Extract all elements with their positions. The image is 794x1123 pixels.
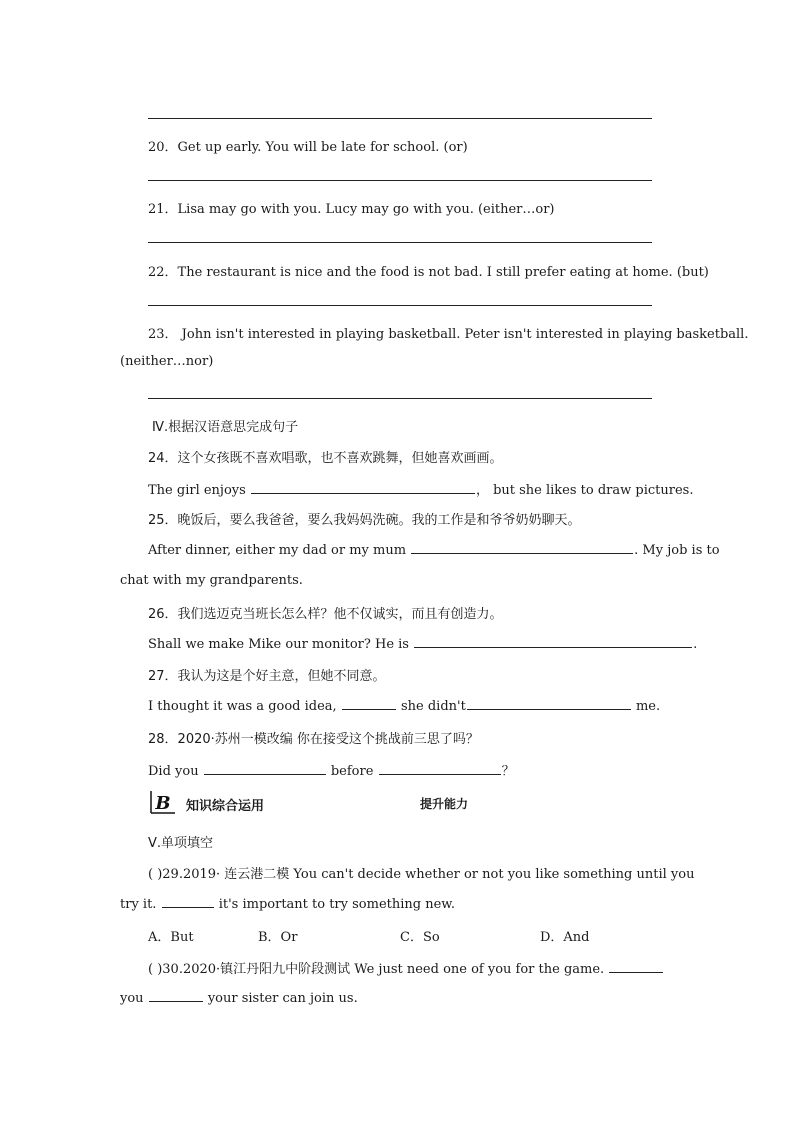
question-30-line2: [120, 989, 358, 1006]
q28-blank-2[interactable]: [379, 762, 501, 775]
q29-text-a: try it.: [120, 897, 157, 912]
q30-text-prefix: ( )30.2020·镇江丹阳九中阶段测试 We just need one of you for the game.: [148, 962, 605, 977]
question-27-en: [148, 697, 660, 714]
question-23-line2: (neither…nor): [120, 354, 214, 369]
question-25-en: [148, 541, 720, 558]
q25-text-a: After dinner, either my dad or my mum: [148, 543, 407, 558]
q27-blank-2[interactable]: [467, 697, 631, 710]
q28-text-c: ？: [501, 764, 515, 779]
q25-blank[interactable]: [411, 541, 633, 554]
q26-blank[interactable]: [414, 635, 692, 648]
q28-text-b: before: [330, 764, 374, 779]
question-23-line1: 23． John isn't interested in playing basketball. Peter isn't interested in playing basketball.: [148, 327, 749, 342]
q29-option-c[interactable]: C．So: [400, 930, 440, 945]
q30-text-a: you: [120, 991, 144, 1006]
q28-text-a: Did you: [148, 764, 199, 779]
q29-option-b[interactable]: B．Or: [258, 930, 298, 945]
q26-text-b: .: [693, 637, 698, 652]
section-b-title: 知识综合运用: [186, 799, 265, 814]
q27-text-a: I thought it was a good idea,: [148, 699, 337, 714]
section-b-subtitle: 提升能力: [420, 797, 469, 811]
question-26-en: [148, 635, 697, 652]
question-24-en: [148, 479, 693, 498]
q24-text-a: The girl enjoys: [148, 483, 246, 498]
question-24-cn: 24．这个女孩既不喜欢唱歌，也不喜欢跳舞，但她喜欢画画。: [148, 451, 503, 466]
q29-option-d[interactable]: D．And: [540, 930, 590, 945]
svg-text:B: B: [155, 793, 171, 814]
question-21: 21．Lisa may go with you. Lucy may go with you. (either…or): [148, 202, 555, 217]
question-27-cn: 27．我认为这是个好主意，但她不同意。: [148, 669, 386, 684]
question-28-en: [148, 760, 515, 779]
question-25-cn: 25．晚饭后，要么我爸爸，要么我妈妈洗碗。我的工作是和爷爷奶奶聊天。: [148, 513, 581, 528]
q29-text-b: it's important to try something new.: [218, 897, 456, 912]
q29-option-a[interactable]: A．But: [148, 930, 194, 945]
question-29-line1: ( )29.2019· 连云港二模 You can't decide whether or not you like something until you: [148, 867, 695, 882]
q30-blank-1[interactable]: [609, 960, 663, 973]
q24-text-b: ， but she likes to draw pictures.: [475, 483, 694, 498]
question-20: 20．Get up early. You will be late for school. (or): [148, 140, 468, 155]
answer-line-22[interactable]: [148, 305, 652, 306]
q28-blank-1[interactable]: [204, 762, 326, 775]
question-29-line2: [120, 895, 455, 912]
answer-line-20[interactable]: [148, 180, 652, 181]
answer-line-23[interactable]: [148, 398, 652, 399]
q25-text-b: . My job is to: [634, 543, 720, 558]
question-22: 22．The restaurant is nice and the food is not bad. I still prefer eating at home. (but): [148, 265, 709, 280]
q29-blank[interactable]: [162, 895, 214, 908]
question-25-en-line2: chat with my grandparents.: [120, 573, 303, 588]
section-5-title: Ⅴ.单项填空: [148, 836, 214, 851]
q30-text-b: your sister can join us.: [207, 991, 358, 1006]
answer-line-19[interactable]: [148, 118, 652, 119]
q27-text-c: me.: [635, 699, 661, 714]
q26-text-a: Shall we make Mike our monitor? He is: [148, 637, 409, 652]
q30-blank-2[interactable]: [149, 989, 203, 1002]
section-b-icon: [150, 790, 176, 814]
q24-blank[interactable]: [251, 481, 475, 494]
question-26-cn: 26．我们选迈克当班长怎么样？他不仅诚实，而且有创造力。: [148, 607, 503, 622]
answer-line-21[interactable]: [148, 242, 652, 243]
q27-text-b: she didn't: [400, 699, 466, 714]
question-30-line1: [148, 958, 664, 977]
section-4-title: Ⅳ.根据汉语意思完成句子: [152, 420, 299, 435]
q27-blank-1[interactable]: [342, 697, 396, 710]
question-28-cn: 28．2020·苏州一模改编 你在接受这个挑战前三思了吗？: [148, 732, 479, 747]
